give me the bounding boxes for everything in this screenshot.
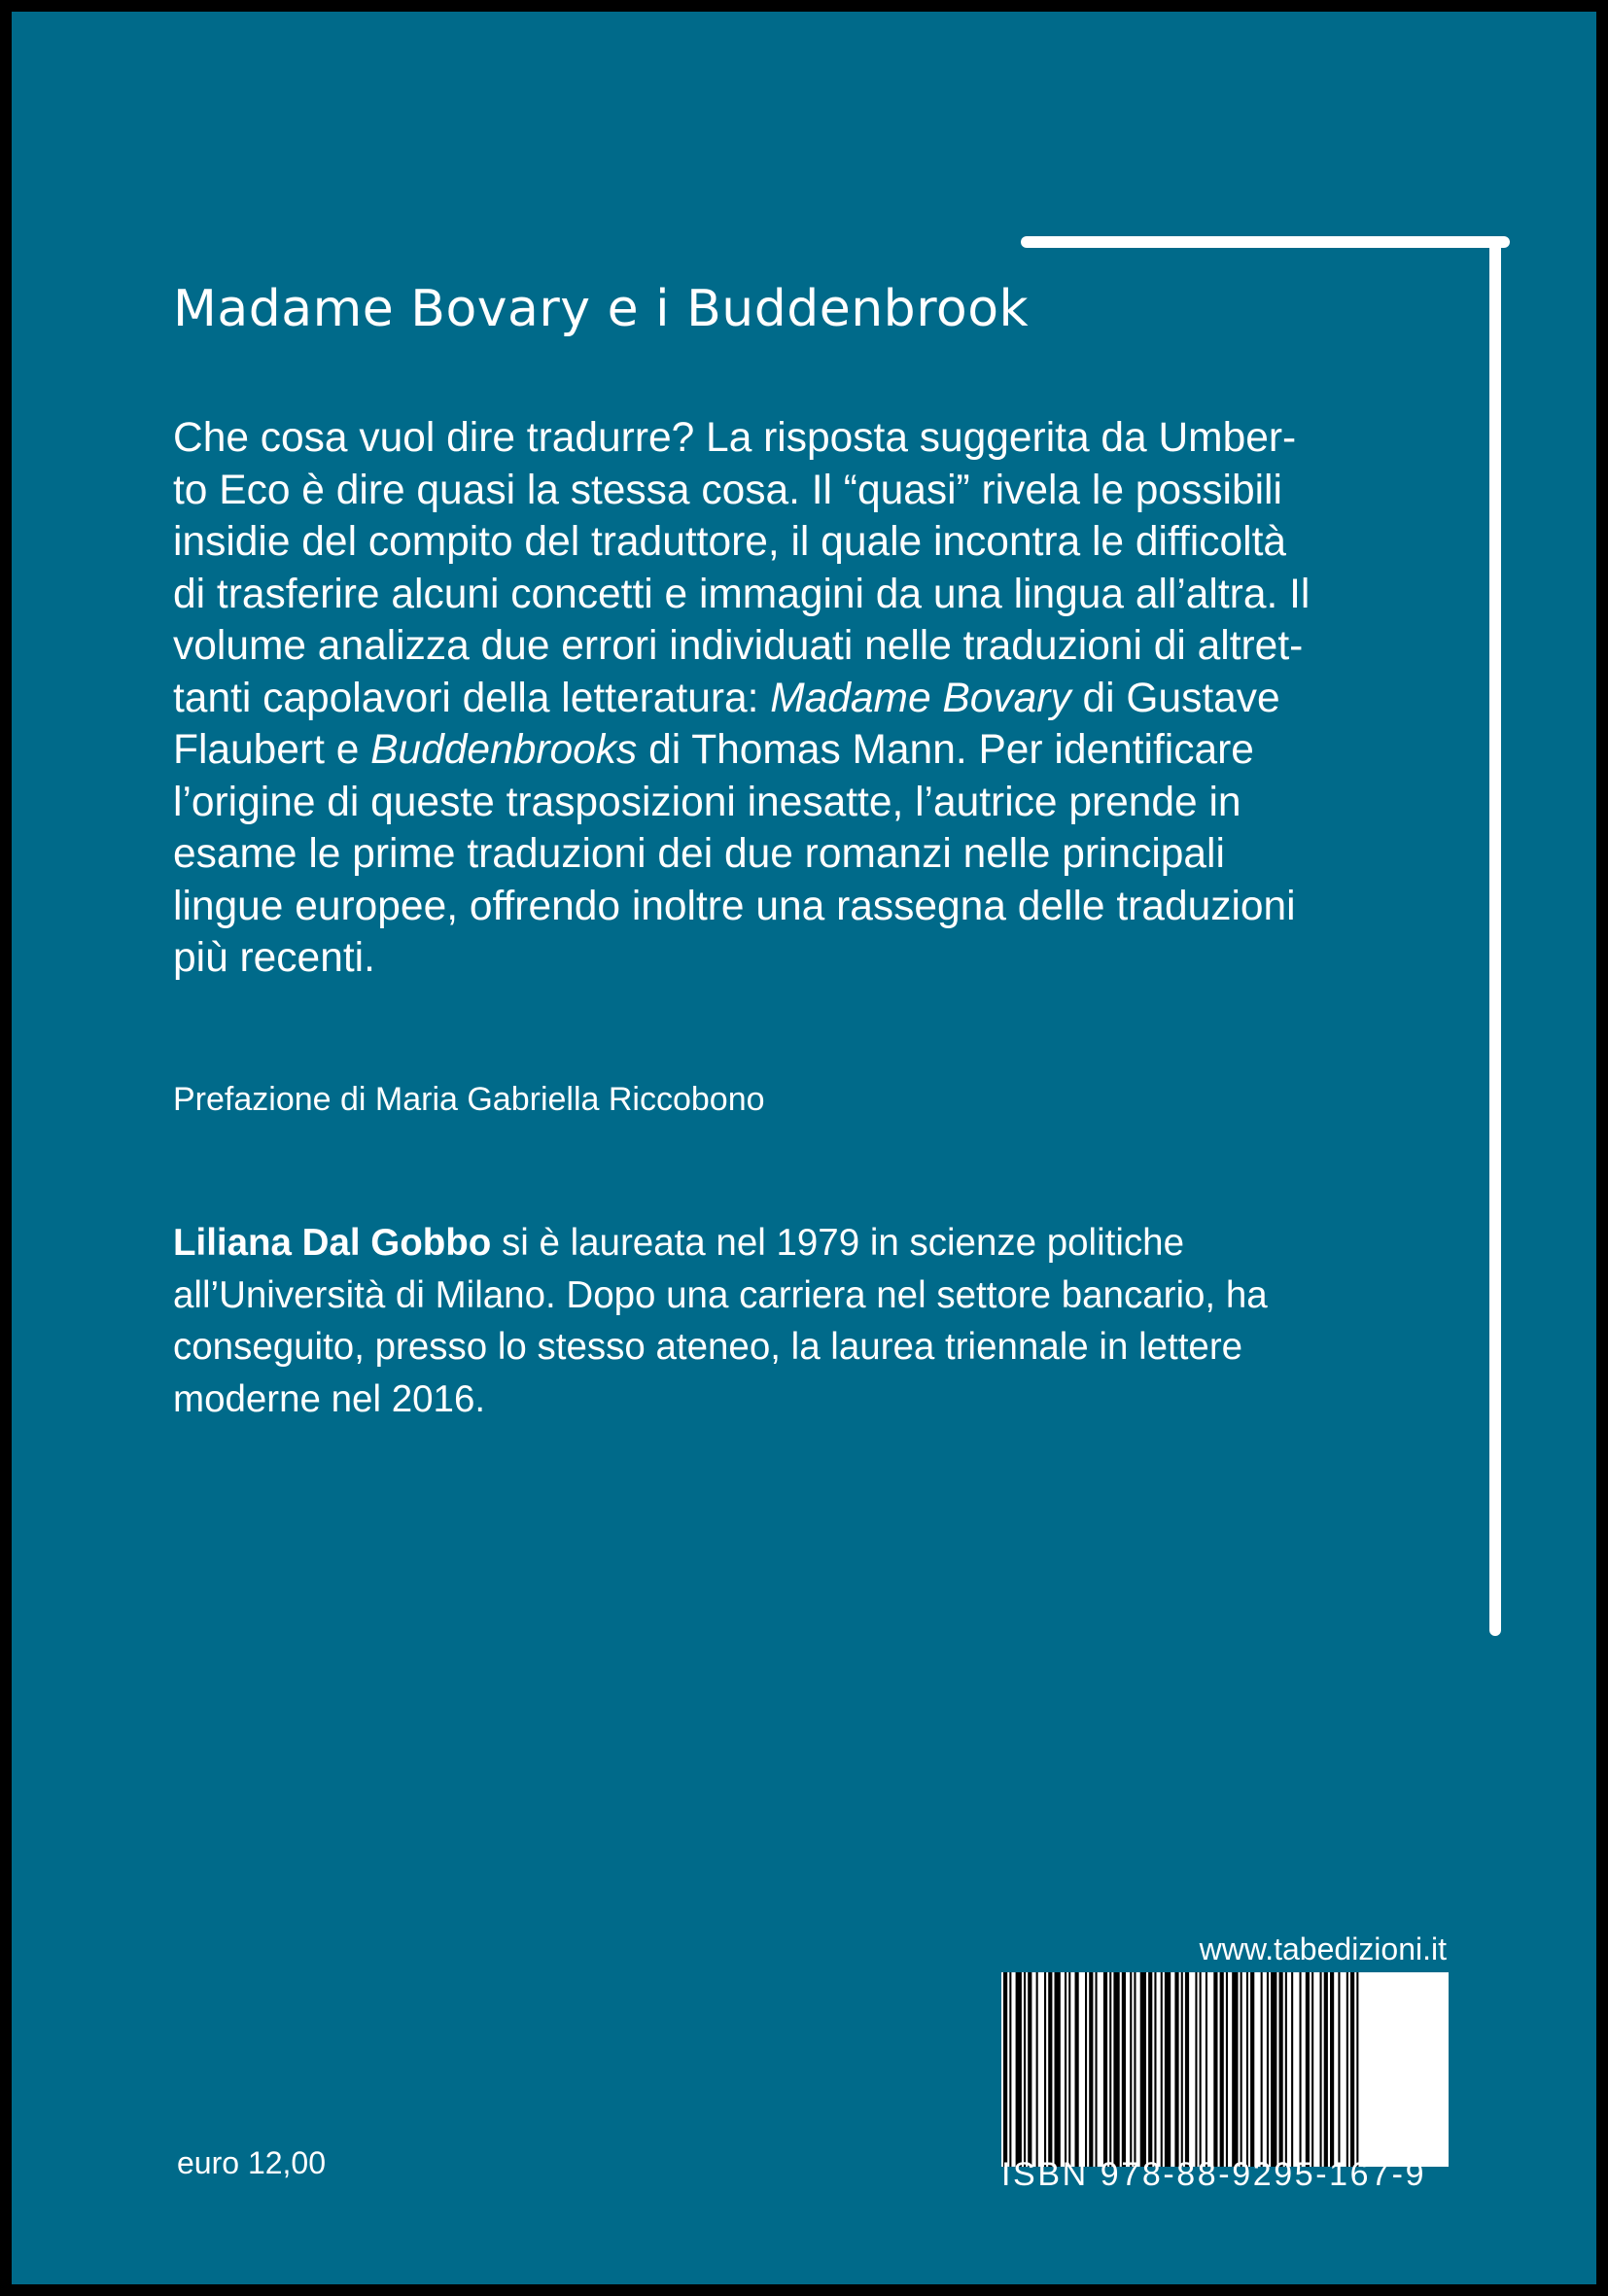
barcode-bar — [1320, 1972, 1322, 2167]
barcode-bar — [1003, 1972, 1007, 2167]
decorative-bracket-side — [1489, 236, 1501, 1636]
blurb-line: l’origine di queste trasposizioni inesatte, l’autrice prende in — [173, 779, 1241, 825]
barcode-bar — [1330, 1972, 1334, 2167]
book-reference-buddenbrooks: Buddenbrooks — [370, 727, 638, 773]
barcode-bar — [1044, 1972, 1046, 2167]
barcode-bar — [1206, 1972, 1207, 2167]
blurb-line: lingue europee, offrendo inoltre una rassegna delle traduzioni — [173, 883, 1296, 929]
barcode-bar — [1148, 1972, 1152, 2167]
blurb-line: esame le prime traduzioni dei due romanzi nelle principali — [173, 831, 1225, 877]
barcode-bar — [1154, 1972, 1156, 2167]
blurb-line: volume analizza due errori individuati nelle traduzioni di altret- — [173, 623, 1304, 669]
barcode-graphic — [1001, 1972, 1449, 2167]
barcode-bar — [1028, 1972, 1031, 2167]
blurb-line: di trasferire alcuni concetti e immagini da una lingua all’altra. Il — [173, 571, 1311, 617]
bio-text: si è laureata nel 1979 in scienze politiche — [491, 1222, 1184, 1264]
barcode-bar — [1130, 1972, 1132, 2167]
barcode-bar — [1161, 1972, 1163, 2167]
barcode-bar — [1267, 1972, 1269, 2167]
blurb-text: di Thomas Mann. Per identificare — [637, 727, 1254, 773]
barcode-bar — [1165, 1972, 1171, 2167]
barcode-bar — [1174, 1972, 1178, 2167]
barcode-bar — [1096, 1972, 1098, 2167]
barcode-bar — [1241, 1972, 1242, 2167]
barcode-bar — [1009, 1972, 1011, 2167]
barcode-bar — [1089, 1972, 1093, 2167]
barcode-bar — [1016, 1972, 1022, 2167]
barcode-bar — [1291, 1972, 1293, 2167]
barcode — [1001, 1972, 1449, 2167]
barcode-bar — [1300, 1972, 1302, 2167]
author-name: Liliana Dal Gobbo — [173, 1222, 492, 1264]
barcode-bar — [1250, 1972, 1254, 2167]
barcode-bar — [1109, 1972, 1111, 2167]
barcode-bar — [1220, 1972, 1224, 2167]
price: euro 12,00 — [177, 2145, 327, 2180]
book-title: Madame Bovary e i Buddenbrook — [173, 280, 1030, 338]
blurb-line: Che cosa vuol dire tradurre? La risposta suggerita da Umber- — [173, 415, 1297, 461]
barcode-bar — [1185, 1972, 1189, 2167]
barcode-bar — [1261, 1972, 1263, 2167]
barcode-bar — [1306, 1972, 1310, 2167]
barcode-bar — [1068, 1972, 1070, 2167]
barcode-bar — [1356, 1972, 1358, 2167]
barcode-bar — [1232, 1972, 1238, 2167]
bio-line: conseguito, presso lo stesso ateneo, la laurea triennale in lettere — [173, 1326, 1243, 1368]
barcode-bar — [1048, 1972, 1052, 2167]
barcode-bar — [1075, 1972, 1079, 2167]
barcode-bar — [1311, 1972, 1313, 2167]
barcode-bar — [1226, 1972, 1228, 2167]
bio-line: all’Università di Milano. Dopo una carriera nel settore bancario, ha — [173, 1273, 1268, 1316]
barcode-bar — [1279, 1972, 1283, 2167]
publisher-website: www.tabedizioni.it — [1199, 1931, 1447, 1966]
blurb-line: più recenti. — [173, 935, 375, 981]
bio-line — [173, 1217, 1437, 1270]
barcode-bar — [1181, 1972, 1183, 2167]
barcode-bar — [1122, 1972, 1126, 2167]
barcode-bar — [1213, 1972, 1217, 2167]
decorative-bracket-top — [1021, 236, 1510, 248]
barcode-bar — [1271, 1972, 1276, 2167]
barcode-bar — [1350, 1972, 1354, 2167]
blurb-line — [173, 673, 1437, 725]
barcode-bar — [1285, 1972, 1287, 2167]
barcode-bar — [1200, 1972, 1202, 2167]
barcode-bar — [1085, 1972, 1087, 2167]
blurb-text: di Gustave — [1070, 675, 1280, 721]
barcode-bar — [1195, 1972, 1197, 2167]
barcode-bar — [1113, 1972, 1119, 2167]
barcode-bar — [1338, 1972, 1340, 2167]
barcode-bar — [1036, 1972, 1038, 2167]
barcode-bar — [1103, 1972, 1107, 2167]
barcode-bar — [1346, 1972, 1348, 2167]
barcode-bar — [1024, 1972, 1026, 2167]
barcode-bar — [1055, 1972, 1061, 2167]
bio-line: moderne nel 2016. — [173, 1377, 486, 1420]
barcode-bar — [1324, 1972, 1328, 2167]
barcode-bar — [1246, 1972, 1248, 2167]
book-blurb — [173, 412, 1437, 985]
book-reference-madame-bovary: Madame Bovary — [770, 675, 1071, 721]
blurb-line — [173, 724, 1437, 777]
blurb-text: Flaubert e — [173, 727, 371, 773]
barcode-bar — [1140, 1972, 1146, 2167]
blurb-line: to Eco è dire quasi la stessa cosa. Il “quasi” rivela le possibili — [173, 467, 1282, 513]
author-bio — [173, 1217, 1437, 1425]
blurb-text: tanti capolavori della letteratura: — [173, 675, 771, 721]
book-back-cover — [12, 12, 1596, 2284]
isbn-number: ISBN 978-88-9295-167-9 — [1001, 2156, 1427, 2193]
preface-credit: Prefazione di Maria Gabriella Riccobono — [173, 1081, 765, 1118]
blurb-line: insidie del compito del traduttore, il quale incontra le difficoltà — [173, 519, 1287, 565]
barcode-bar — [1134, 1972, 1136, 2167]
barcode-bar — [1065, 1972, 1066, 2167]
